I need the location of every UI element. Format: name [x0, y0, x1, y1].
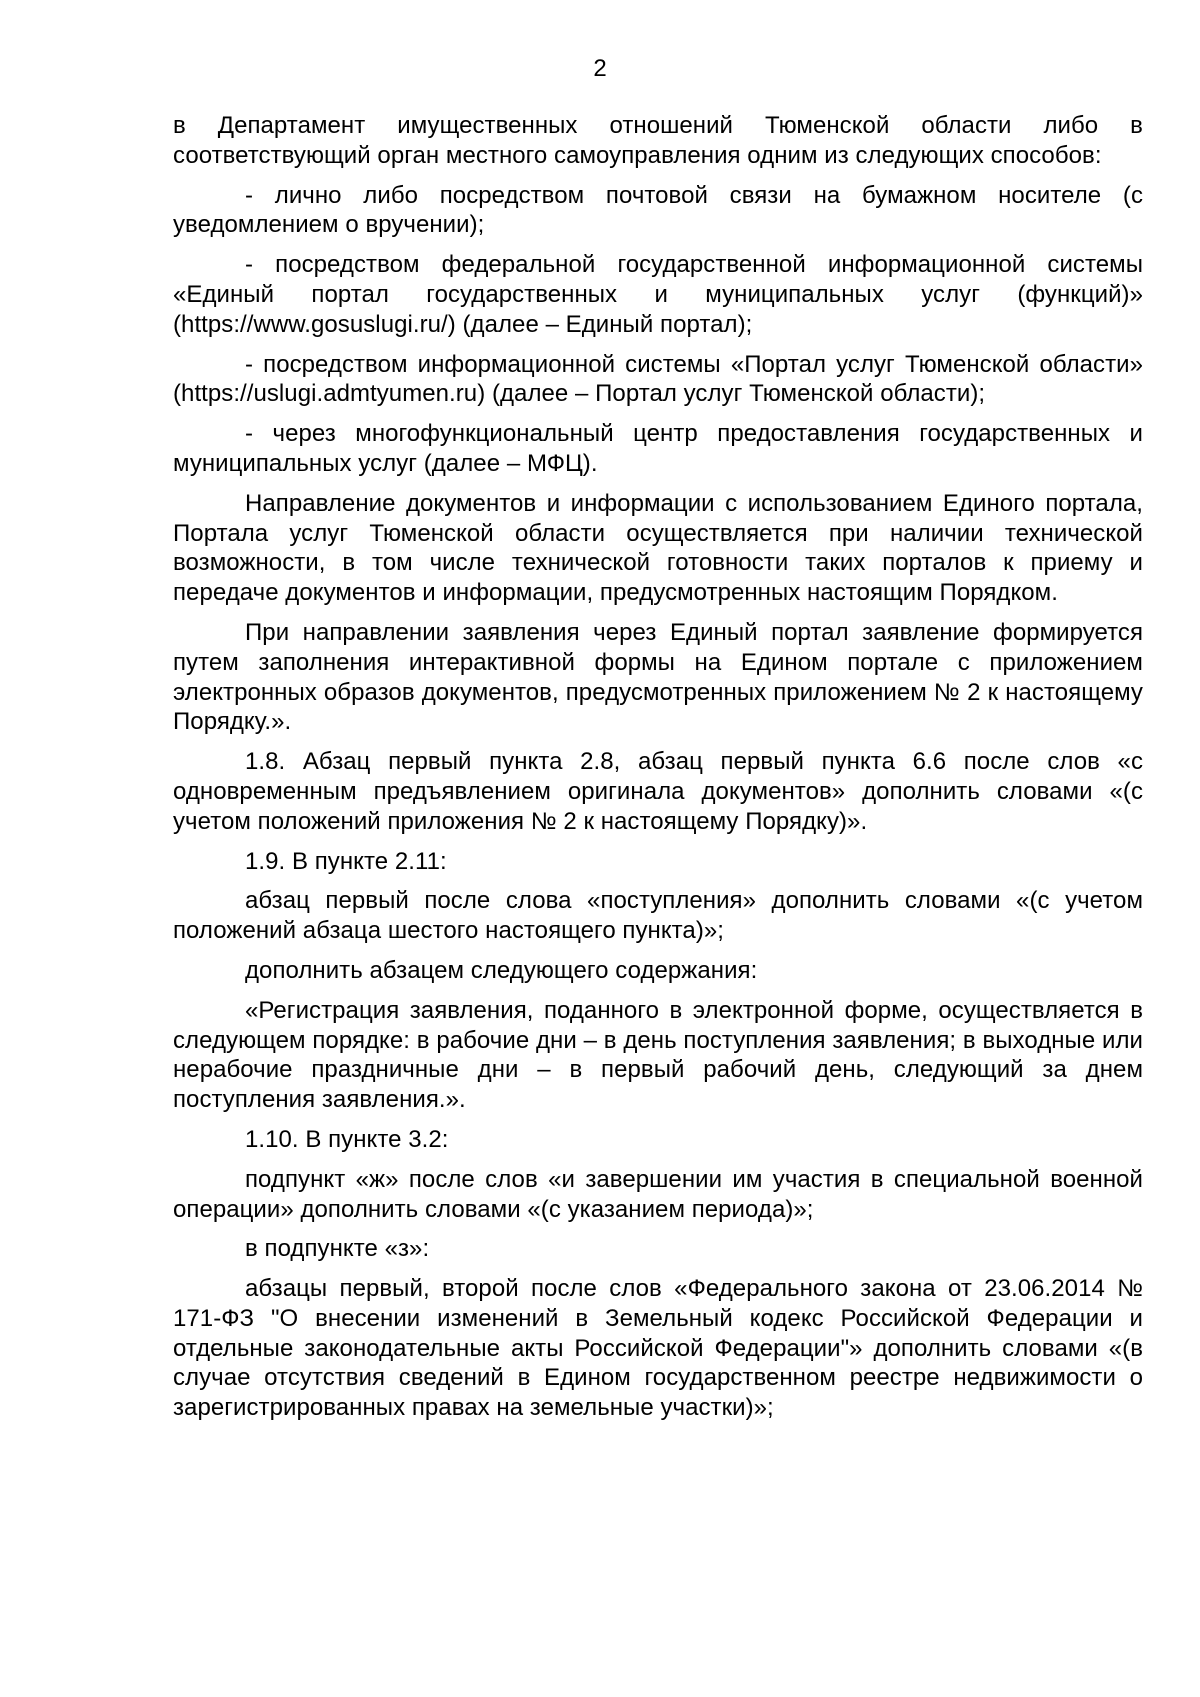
page-number: 2 [593, 55, 607, 82]
paragraph-mfc: - через многофункциональный центр предоставления государственных и муниципальных услуг (далее – МФЦ). [173, 420, 1143, 477]
paragraph-subitem-z: в подпункте «з»: [245, 1235, 430, 1263]
paragraph-interactive-form: При направлении заявления через Единый портал заявление формируется путем заполнения интерактивной формы на Едином портале с приложением электронных образов документов, предусмотренных приложением № 2 к настоящему Порядку.». [173, 618, 1143, 736]
paragraph-item-1-10: 1.10. В пункте 3.2: [245, 1125, 449, 1153]
paragraph-item-1-8: 1.8. Абзац первый пункта 2.8, абзац первый пункта 6.6 после слов «с одновременным предъявлением оригинала документов» дополнить словами «(с учетом положений приложения № 2 к настоящему Порядку)». [173, 748, 1143, 835]
paragraph-in-person-or-mail: - лично либо посредством почтовой связи на бумажном носителе (с уведомлением о вручении); [173, 181, 1143, 239]
paragraph-regional-portal: - посредством информационной системы «Портал услуг Тюменской области» (https://uslugi.admtyumen.ru) (далее – Портал услуг Тюменской области); [173, 350, 1143, 408]
paragraph-submission-intro: в Департамент имущественных отношений Тюменской области либо в соответствующий орган местного самоуправления одним из следующих способов: [173, 112, 1143, 169]
paragraph-registration-order: «Регистрация заявления, поданного в электронной форме, осуществляется в следующем порядке: в рабочие дни – в день поступления заявления; в выходные или нерабочие праздничные дни – в первый рабочий день, следующий за днем поступления заявления.». [173, 996, 1143, 1114]
paragraph-subitem-zh: подпункт «ж» после слов «и завершении им участия в специальной военной операции» дополнить словами «(с указанием периода)»; [173, 1165, 1143, 1223]
paragraph-first-abzac-addition: абзац первый после слова «поступления» дополнить словами «(с учетом положений абзаца шестого настоящего пункта)»; [173, 887, 1143, 945]
paragraph-unified-portal: - посредством федеральной государственной информационной системы «Единый портал государственных и муниципальных услуг (функций)» (https://www.gosuslugi.ru/) (далее – Единый портал); [173, 251, 1143, 338]
paragraph-federal-law-addition: абзацы первый, второй после слов «Федерального закона от 23.06.2014 № 171-ФЗ "О внесении изменений в Земельный кодекс Российской Федерации и отдельные законодательные акты Российской Федерации"» дополнить словами «(в случае отсутствия сведений в Едином государственном реестре недвижимости о зарегистрированных правах на земельные участки)»; [173, 1275, 1143, 1422]
paragraph-add-abzac: дополнить абзацем следующего содержания: [245, 956, 758, 984]
paragraph-technical-possibility: Направление документов и информации с использованием Единого портала, Портала услуг Тюменской области осуществляется при наличии технической возможности, в том числе технической готовности таких порталов к приему и передаче документов и информации, предусмотренных настоящим Порядком. [173, 489, 1143, 607]
document-body [173, 111, 1143, 1433]
paragraph-item-1-9: 1.9. В пункте 2.11: [245, 847, 447, 875]
